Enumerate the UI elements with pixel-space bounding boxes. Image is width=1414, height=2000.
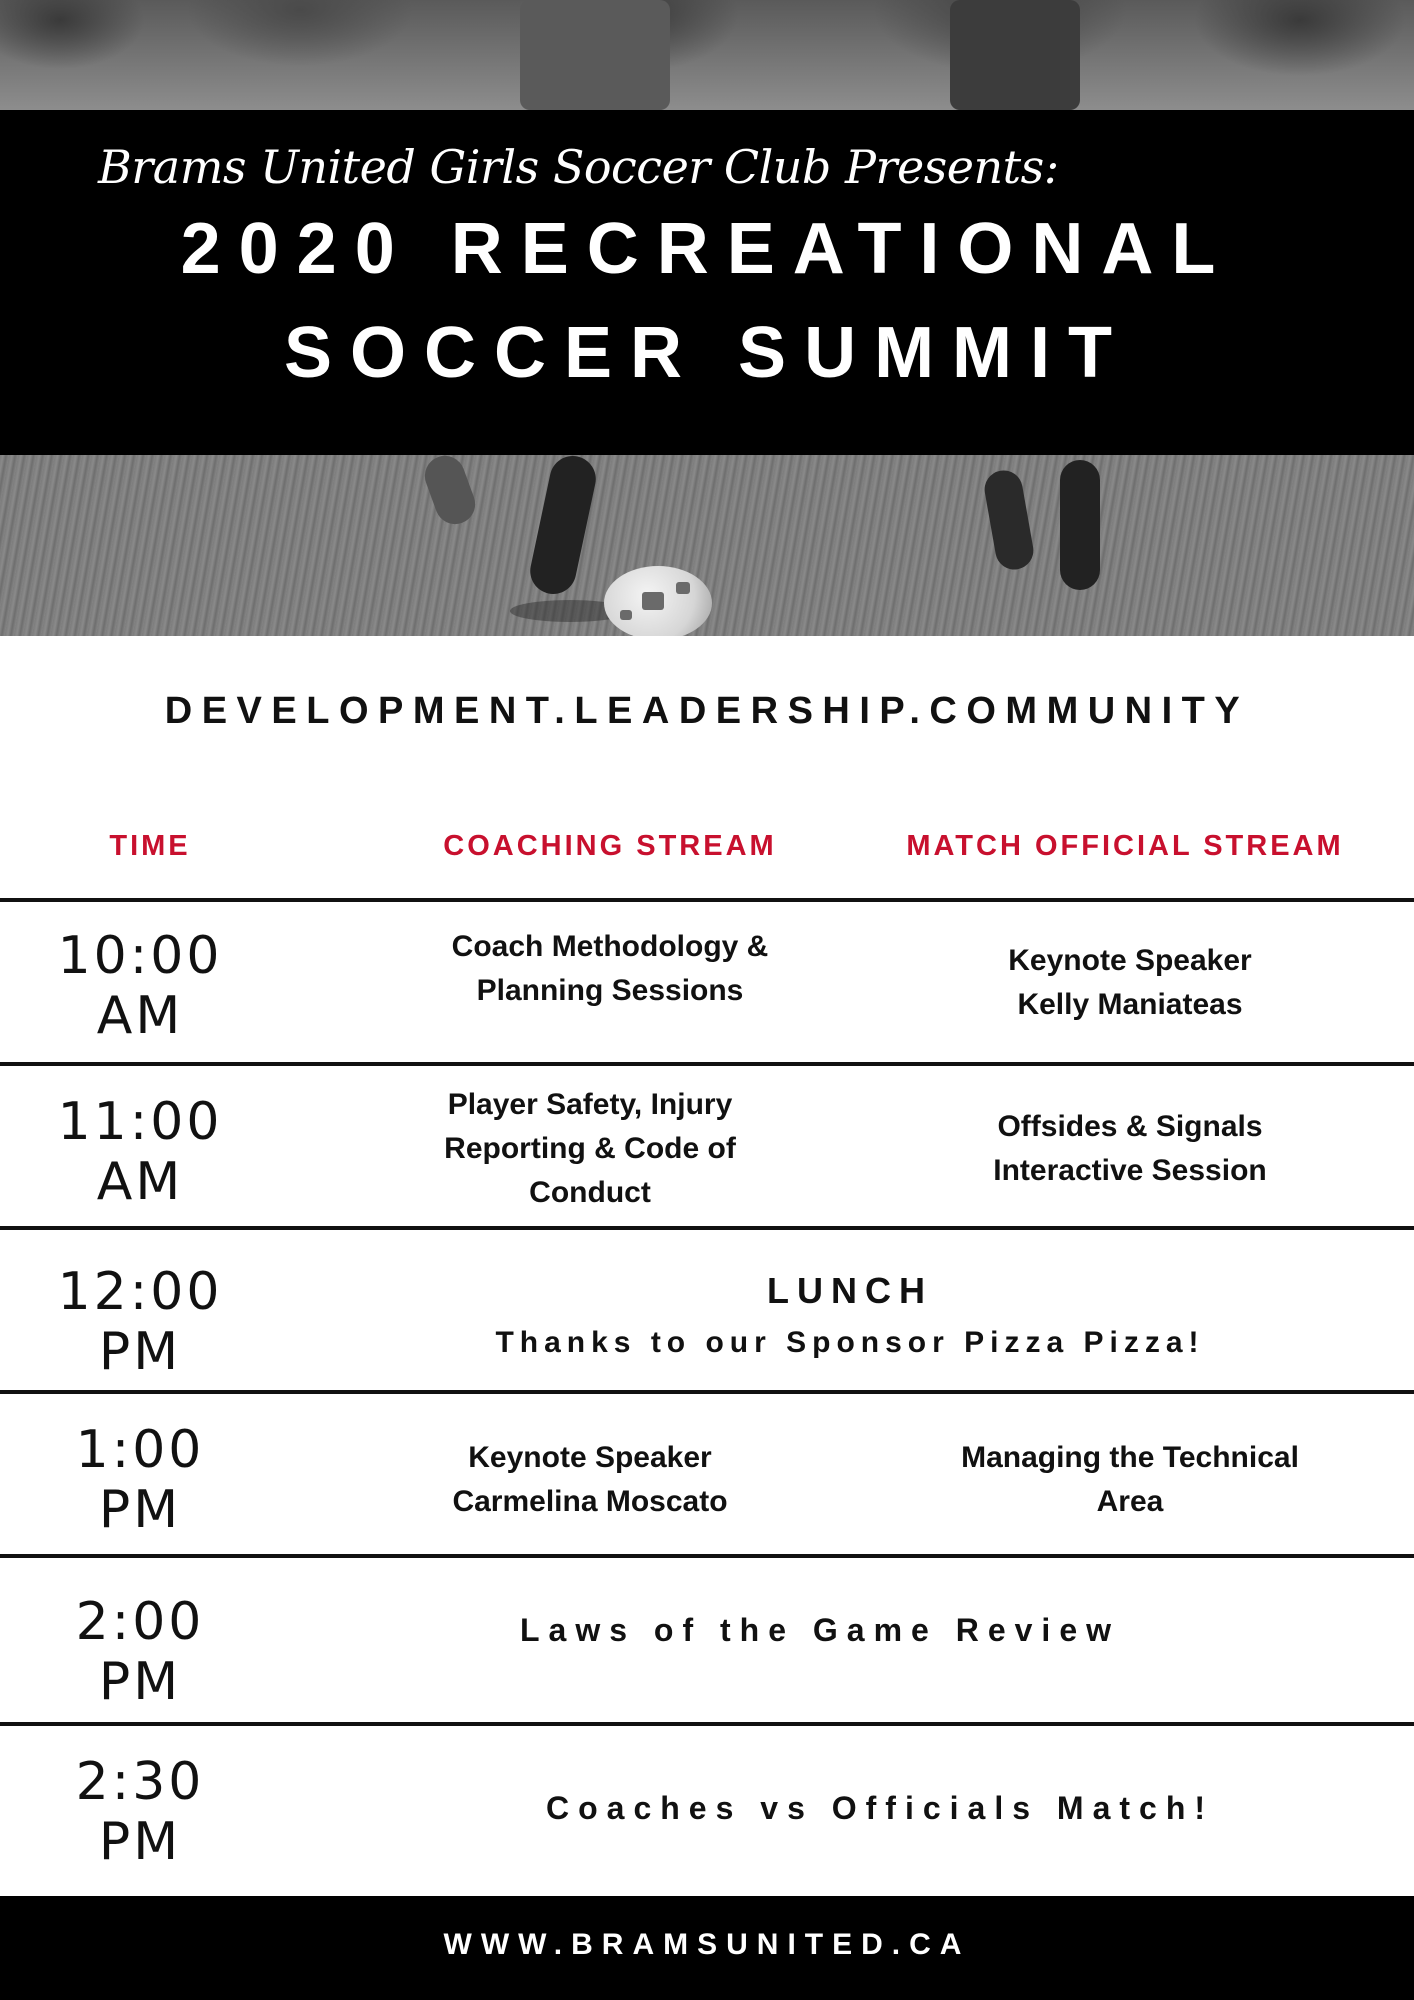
event-title-line-1: 2020 RECREATIONAL [180, 209, 1234, 289]
time-period: PM [98, 1480, 182, 1540]
time-period: AM [96, 986, 184, 1046]
coaching-session [380, 1083, 800, 1215]
column-header-match-official-stream: MATCH OFFICIAL STREAM [906, 830, 1344, 862]
time-value: 2:00 [75, 1592, 205, 1652]
coaching-session [380, 1436, 800, 1524]
time-value: 11:00 [57, 1092, 223, 1152]
session-line: Managing the Technical [961, 1441, 1299, 1474]
coaches-vs-officials-session: Coaches vs Officials Match! [545, 1790, 1215, 1826]
coaching-session [400, 925, 820, 1013]
laws-of-the-game-session: Laws of the Game Review [519, 1612, 1120, 1648]
match-official-session [880, 1105, 1380, 1193]
session-line: Offsides & Signals [997, 1110, 1263, 1143]
row-time [0, 1420, 280, 1540]
session-line: Area [1096, 1485, 1164, 1518]
table-divider [0, 1226, 1414, 1230]
column-header-time: TIME [109, 830, 191, 862]
session-line: Coach Methodology & [451, 930, 769, 963]
table-divider [0, 898, 1414, 902]
session-line: Reporting & Code of [444, 1132, 736, 1165]
table-divider [0, 1554, 1414, 1558]
player-right-leg [1060, 460, 1100, 590]
soccer-ball-icon [604, 566, 712, 636]
lunch-title: LUNCH [767, 1270, 933, 1311]
session-line: Conduct [529, 1176, 651, 1209]
time-period: PM [98, 1812, 182, 1872]
session-line: Carmelina Moscato [452, 1485, 728, 1518]
session-line: Interactive Session [993, 1154, 1267, 1187]
table-divider [0, 1062, 1414, 1066]
time-value: 2:30 [75, 1752, 205, 1812]
player-left-figure [520, 0, 670, 110]
time-period: AM [96, 1152, 184, 1212]
table-divider [0, 1722, 1414, 1726]
row-time [0, 926, 280, 1046]
time-period: PM [98, 1652, 182, 1712]
session-line: Keynote Speaker [1008, 944, 1252, 977]
column-header-coaching-stream: COACHING STREAM [443, 830, 777, 862]
time-period: PM [98, 1322, 182, 1382]
row-time [0, 1092, 280, 1212]
time-value: 10:00 [57, 926, 223, 986]
session-line: Player Safety, Injury [447, 1088, 733, 1121]
presents-subtitle: Brams United Girls Soccer Club Presents: [98, 140, 1059, 194]
lunch-sponsor-note: Thanks to our Sponsor Pizza Pizza! [495, 1326, 1205, 1359]
background-trees [0, 0, 1414, 110]
session-line: Planning Sessions [476, 974, 744, 1007]
website-link[interactable]: WWW.BRAMSUNITED.CA [443, 1928, 971, 1961]
time-value: 12:00 [57, 1262, 223, 1322]
table-divider [0, 1390, 1414, 1394]
match-official-session [880, 939, 1380, 1027]
session-line: Keynote Speaker [468, 1441, 712, 1474]
row-time [0, 1262, 280, 1382]
tagline: DEVELOPMENT.LEADERSHIP.COMMUNITY [164, 690, 1250, 732]
time-value: 1:00 [75, 1420, 205, 1480]
match-official-session [880, 1436, 1380, 1524]
row-time [0, 1752, 280, 1872]
session-line: Kelly Maniateas [1017, 988, 1243, 1021]
player-right-figure [950, 0, 1080, 110]
row-time [0, 1592, 280, 1712]
event-title-line-2: SOCCER SUMMIT [284, 313, 1130, 393]
